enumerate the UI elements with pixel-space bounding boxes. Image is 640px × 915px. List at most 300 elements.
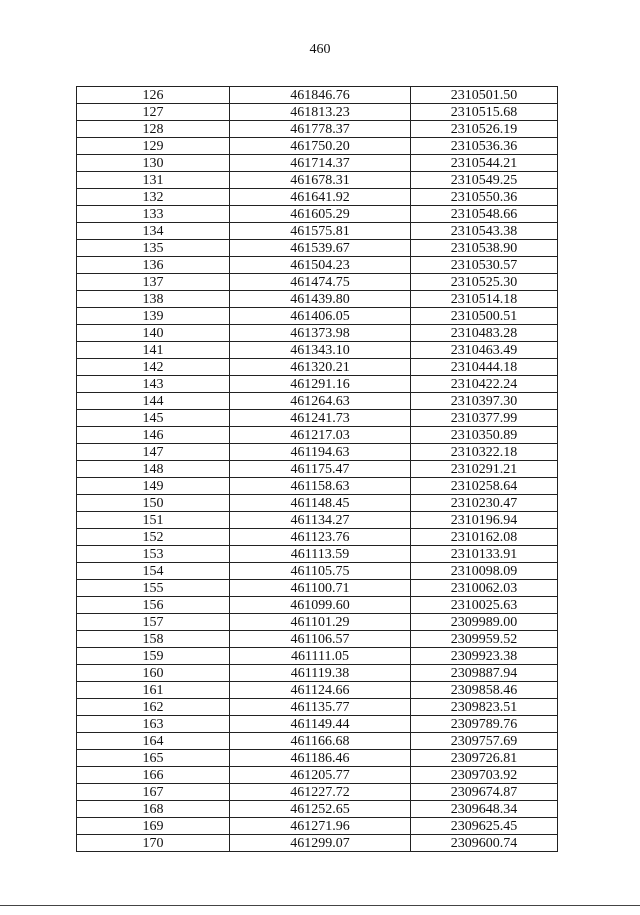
y-coordinate-cell [411,665,558,682]
x-coordinate-cell [230,410,411,427]
x-coordinate-cell-text: 461166.68 [290,734,350,749]
x-coordinate-cell-text: 461134.27 [290,513,350,528]
x-coordinate-cell-text: 461135.77 [290,700,350,715]
table-row [77,444,558,461]
x-coordinate-cell [230,835,411,852]
point-number-cell [77,393,230,410]
x-coordinate-cell-text: 461105.75 [290,564,350,579]
y-coordinate-cell-text: 2310322.18 [450,445,518,460]
point-number-cell [77,444,230,461]
point-number-cell [77,359,230,376]
x-coordinate-cell-text: 461320.21 [290,360,350,375]
x-coordinate-cell [230,716,411,733]
y-coordinate-cell [411,801,558,818]
y-coordinate-cell-text: 2310549.25 [450,173,518,188]
y-coordinate-cell-text: 2310501.50 [450,88,518,103]
table-row [77,410,558,427]
point-number-cell [77,104,230,121]
y-coordinate-cell-text: 2310463.49 [450,343,518,358]
point-number-cell-text: 169 [142,819,164,834]
y-coordinate-cell-text: 2310098.09 [450,564,518,579]
y-coordinate-cell-text: 2309858.46 [450,683,518,698]
point-number-cell [77,614,230,631]
table-row [77,750,558,767]
point-number-cell [77,87,230,104]
y-coordinate-cell [411,376,558,393]
point-number-cell-text: 147 [142,445,164,460]
y-coordinate-cell-text: 2310548.66 [450,207,518,222]
point-number-cell [77,291,230,308]
point-number-cell [77,189,230,206]
y-coordinate-cell-text: 2310377.99 [450,411,518,426]
x-coordinate-cell [230,801,411,818]
table-row [77,257,558,274]
x-coordinate-cell-text: 461778.37 [290,122,350,137]
table-row [77,138,558,155]
y-coordinate-cell [411,461,558,478]
x-coordinate-cell-text: 461439.80 [290,292,350,307]
x-coordinate-cell [230,257,411,274]
table-row [77,155,558,172]
point-number-cell-text: 162 [142,700,164,715]
point-number-cell-text: 137 [142,275,164,290]
x-coordinate-cell-text: 461175.47 [290,462,350,477]
y-coordinate-cell-text: 2310500.51 [450,309,518,324]
point-number-cell [77,121,230,138]
x-coordinate-cell [230,172,411,189]
point-number-cell [77,206,230,223]
point-number-cell [77,648,230,665]
point-number-cell [77,512,230,529]
y-coordinate-cell [411,784,558,801]
point-number-cell-text: 134 [142,224,164,239]
table-row [77,767,558,784]
point-number-cell-text: 132 [142,190,164,205]
point-number-cell [77,138,230,155]
y-coordinate-cell [411,597,558,614]
table-row [77,597,558,614]
point-number-cell-text: 142 [142,360,164,375]
point-number-cell-text: 130 [142,156,164,171]
y-coordinate-cell-text: 2309703.92 [450,768,518,783]
x-coordinate-cell-text: 461373.98 [290,326,350,341]
table-row [77,512,558,529]
x-coordinate-cell-text: 461100.71 [290,581,350,596]
x-coordinate-cell [230,665,411,682]
point-number-cell [77,546,230,563]
y-coordinate-cell-text: 2310422.24 [450,377,518,392]
point-number-cell [77,410,230,427]
point-number-cell-text: 149 [142,479,164,494]
y-coordinate-cell [411,512,558,529]
y-coordinate-cell [411,189,558,206]
table-row [77,818,558,835]
point-number-cell [77,631,230,648]
x-coordinate-cell-text: 461124.66 [290,683,350,698]
y-coordinate-cell [411,342,558,359]
table-row [77,427,558,444]
point-number-cell [77,325,230,342]
y-coordinate-cell-text: 2310133.91 [450,547,518,562]
table-row [77,733,558,750]
point-number-cell-text: 148 [142,462,164,477]
table-row [77,172,558,189]
x-coordinate-cell-text: 461406.05 [290,309,350,324]
point-number-cell [77,733,230,750]
y-coordinate-cell [411,104,558,121]
point-number-cell-text: 144 [142,394,164,409]
y-coordinate-cell-text: 2310525.30 [450,275,518,290]
y-coordinate-cell [411,291,558,308]
point-number-cell-text: 168 [142,802,164,817]
y-coordinate-cell-text: 2310550.36 [450,190,518,205]
point-number-cell-text: 146 [142,428,164,443]
table-row [77,87,558,104]
y-coordinate-cell [411,478,558,495]
x-coordinate-cell-text: 461119.38 [290,666,350,681]
y-coordinate-cell [411,631,558,648]
point-number-cell-text: 156 [142,598,164,613]
point-number-cell [77,818,230,835]
x-coordinate-cell [230,784,411,801]
y-coordinate-cell-text: 2310444.18 [450,360,518,375]
point-number-cell [77,478,230,495]
y-coordinate-cell-text: 2310543.38 [450,224,518,239]
y-coordinate-cell-text: 2310483.28 [450,326,518,341]
point-number-cell-text: 145 [142,411,164,426]
x-coordinate-cell-text: 461264.63 [290,394,350,409]
x-coordinate-cell-text: 461113.59 [290,547,350,562]
point-number-cell [77,223,230,240]
table-row [77,546,558,563]
y-coordinate-cell-text: 2310536.36 [450,139,518,154]
table-row [77,801,558,818]
point-number-cell [77,784,230,801]
table-row [77,682,558,699]
x-coordinate-cell [230,427,411,444]
x-coordinate-cell [230,223,411,240]
point-number-cell [77,767,230,784]
x-coordinate-cell-text: 461123.76 [290,530,350,545]
point-number-cell-text: 153 [142,547,164,562]
point-number-cell-text: 159 [142,649,164,664]
y-coordinate-cell [411,121,558,138]
table-row [77,325,558,342]
x-coordinate-cell [230,444,411,461]
point-number-cell-text: 129 [142,139,164,154]
y-coordinate-cell-text: 2309989.00 [450,615,518,630]
y-coordinate-cell [411,750,558,767]
point-number-cell [77,274,230,291]
y-coordinate-cell-text: 2310291.21 [450,462,518,477]
x-coordinate-cell [230,308,411,325]
table-row [77,529,558,546]
y-coordinate-cell-text: 2310397.30 [450,394,518,409]
y-coordinate-cell-text: 2310350.89 [450,428,518,443]
table-row [77,648,558,665]
x-coordinate-cell-text: 461158.63 [290,479,350,494]
y-coordinate-cell [411,716,558,733]
table-row [77,784,558,801]
y-coordinate-cell-text: 2309674.87 [450,785,518,800]
x-coordinate-cell [230,648,411,665]
point-number-cell [77,308,230,325]
x-coordinate-cell [230,529,411,546]
x-coordinate-cell [230,699,411,716]
point-number-cell-text: 151 [142,513,164,528]
y-coordinate-cell-text: 2310530.57 [450,258,518,273]
y-coordinate-cell-text: 2309959.52 [450,632,518,647]
y-coordinate-cell [411,138,558,155]
y-coordinate-cell-text: 2310025.63 [450,598,518,613]
y-coordinate-cell [411,359,558,376]
table-row [77,189,558,206]
x-coordinate-cell-text: 461271.96 [290,819,350,834]
x-coordinate-cell [230,189,411,206]
y-coordinate-cell [411,410,558,427]
y-coordinate-cell-text: 2310515.68 [450,105,518,120]
table-row [77,376,558,393]
x-coordinate-cell-text: 461605.29 [290,207,350,222]
x-coordinate-cell-text: 461186.46 [290,751,350,766]
y-coordinate-cell [411,648,558,665]
x-coordinate-cell [230,495,411,512]
point-number-cell-text: 166 [142,768,164,783]
x-coordinate-cell-text: 461101.29 [290,615,350,630]
point-number-cell-text: 164 [142,734,164,749]
y-coordinate-cell [411,546,558,563]
point-number-cell-text: 141 [142,343,164,358]
x-coordinate-cell-text: 461149.44 [290,717,350,732]
table-row [77,121,558,138]
y-coordinate-cell-text: 2309757.69 [450,734,518,749]
x-coordinate-cell-text: 461106.57 [290,632,350,647]
table-row [77,563,558,580]
table-row [77,461,558,478]
table-row [77,359,558,376]
x-coordinate-cell [230,580,411,597]
y-coordinate-cell-text: 2309625.45 [450,819,518,834]
table-row [77,274,558,291]
point-number-cell [77,257,230,274]
x-coordinate-cell-text: 461714.37 [290,156,350,171]
point-number-cell [77,172,230,189]
y-coordinate-cell [411,257,558,274]
point-number-cell-text: 150 [142,496,164,511]
x-coordinate-cell [230,818,411,835]
x-coordinate-cell [230,121,411,138]
y-coordinate-cell [411,835,558,852]
point-number-cell-text: 136 [142,258,164,273]
table-row [77,206,558,223]
x-coordinate-cell [230,104,411,121]
x-coordinate-cell [230,512,411,529]
table-row [77,342,558,359]
x-coordinate-cell [230,563,411,580]
x-coordinate-cell-text: 461252.65 [290,802,350,817]
y-coordinate-cell-text: 2310162.08 [450,530,518,545]
point-number-cell [77,580,230,597]
x-coordinate-cell [230,614,411,631]
x-coordinate-cell-text: 461194.63 [290,445,350,460]
y-coordinate-cell-text: 2310196.94 [450,513,518,528]
y-coordinate-cell [411,155,558,172]
x-coordinate-cell-text: 461099.60 [290,598,350,613]
x-coordinate-cell-text: 461641.92 [290,190,350,205]
table-row [77,665,558,682]
x-coordinate-cell [230,750,411,767]
point-number-cell [77,716,230,733]
y-coordinate-cell-text: 2310514.18 [450,292,518,307]
point-number-cell-text: 160 [142,666,164,681]
point-number-cell-text: 133 [142,207,164,222]
point-number-cell [77,461,230,478]
x-coordinate-cell [230,240,411,257]
x-coordinate-cell-text: 461504.23 [290,258,350,273]
point-number-cell-text: 139 [142,309,164,324]
y-coordinate-cell [411,767,558,784]
x-coordinate-cell [230,206,411,223]
x-coordinate-cell-text: 461474.75 [290,275,350,290]
x-coordinate-cell [230,291,411,308]
point-number-cell-text: 135 [142,241,164,256]
y-coordinate-cell-text: 2310258.64 [450,479,518,494]
point-number-cell [77,342,230,359]
table-row [77,478,558,495]
point-number-cell-text: 158 [142,632,164,647]
x-coordinate-cell [230,274,411,291]
table-row [77,223,558,240]
point-number-cell-text: 163 [142,717,164,732]
table-row [77,699,558,716]
x-coordinate-cell [230,359,411,376]
point-number-cell [77,665,230,682]
point-number-cell [77,597,230,614]
x-coordinate-cell [230,342,411,359]
y-coordinate-cell-text: 2310538.90 [450,241,518,256]
x-coordinate-cell-text: 461291.16 [290,377,350,392]
y-coordinate-cell [411,240,558,257]
point-number-cell-text: 140 [142,326,164,341]
x-coordinate-cell [230,597,411,614]
y-coordinate-cell [411,206,558,223]
point-number-cell [77,699,230,716]
x-coordinate-cell-text: 461217.03 [290,428,350,443]
point-number-cell [77,801,230,818]
x-coordinate-cell-text: 461299.07 [290,836,350,851]
y-coordinate-cell-text: 2309600.74 [450,836,518,851]
x-coordinate-cell-text: 461813.23 [290,105,350,120]
y-coordinate-cell-text: 2309923.38 [450,649,518,664]
x-coordinate-cell-text: 461846.76 [290,88,350,103]
table-row [77,716,558,733]
point-number-cell [77,427,230,444]
y-coordinate-cell [411,393,558,410]
point-number-cell-text: 167 [142,785,164,800]
x-coordinate-cell [230,87,411,104]
x-coordinate-cell [230,138,411,155]
y-coordinate-cell [411,308,558,325]
table-row [77,580,558,597]
y-coordinate-cell [411,529,558,546]
point-number-cell [77,376,230,393]
point-number-cell-text: 157 [142,615,164,630]
y-coordinate-cell [411,427,558,444]
point-number-cell-text: 143 [142,377,164,392]
point-number-cell-text: 170 [142,836,164,851]
page-bottom-edge [0,905,640,906]
x-coordinate-cell-text: 461111.05 [291,649,349,664]
y-coordinate-cell-text: 2310062.03 [450,581,518,596]
point-number-cell [77,155,230,172]
y-coordinate-cell-text: 2310526.19 [450,122,518,137]
x-coordinate-cell [230,376,411,393]
table-row [77,291,558,308]
table-row [77,393,558,410]
x-coordinate-cell-text: 461241.73 [290,411,350,426]
x-coordinate-cell [230,546,411,563]
point-number-cell-text: 138 [142,292,164,307]
y-coordinate-cell [411,580,558,597]
y-coordinate-cell [411,444,558,461]
point-number-cell-text: 126 [142,88,164,103]
point-number-cell [77,495,230,512]
point-number-cell [77,529,230,546]
x-coordinate-cell-text: 461575.81 [290,224,350,239]
x-coordinate-cell-text: 461750.20 [290,139,350,154]
y-coordinate-cell-text: 2309789.76 [450,717,518,732]
x-coordinate-cell [230,155,411,172]
point-number-cell [77,835,230,852]
y-coordinate-cell-text: 2309887.94 [450,666,518,681]
table-row [77,495,558,512]
x-coordinate-cell-text: 461148.45 [290,496,350,511]
y-coordinate-cell-text: 2310230.47 [450,496,518,511]
x-coordinate-cell [230,393,411,410]
table-row [77,240,558,257]
table-row [77,631,558,648]
point-number-cell [77,750,230,767]
x-coordinate-cell-text: 461678.31 [290,173,350,188]
table-row [77,614,558,631]
y-coordinate-cell-text: 2309726.81 [450,751,518,766]
x-coordinate-cell [230,325,411,342]
y-coordinate-cell [411,699,558,716]
y-coordinate-cell [411,223,558,240]
point-number-cell-text: 128 [142,122,164,137]
point-number-cell-text: 131 [142,173,164,188]
point-number-cell-text: 152 [142,530,164,545]
point-number-cell [77,563,230,580]
x-coordinate-cell-text: 461539.67 [290,241,350,256]
point-number-cell-text: 165 [142,751,164,766]
x-coordinate-cell [230,631,411,648]
y-coordinate-cell [411,818,558,835]
y-coordinate-cell [411,682,558,699]
y-coordinate-cell [411,563,558,580]
y-coordinate-cell [411,87,558,104]
point-number-cell-text: 161 [142,683,164,698]
y-coordinate-cell [411,274,558,291]
y-coordinate-cell [411,325,558,342]
table-row [77,835,558,852]
x-coordinate-cell [230,733,411,750]
y-coordinate-cell [411,614,558,631]
y-coordinate-cell [411,733,558,750]
coordinate-table-body [77,87,558,852]
table-row [77,308,558,325]
y-coordinate-cell-text: 2309648.34 [450,802,518,817]
